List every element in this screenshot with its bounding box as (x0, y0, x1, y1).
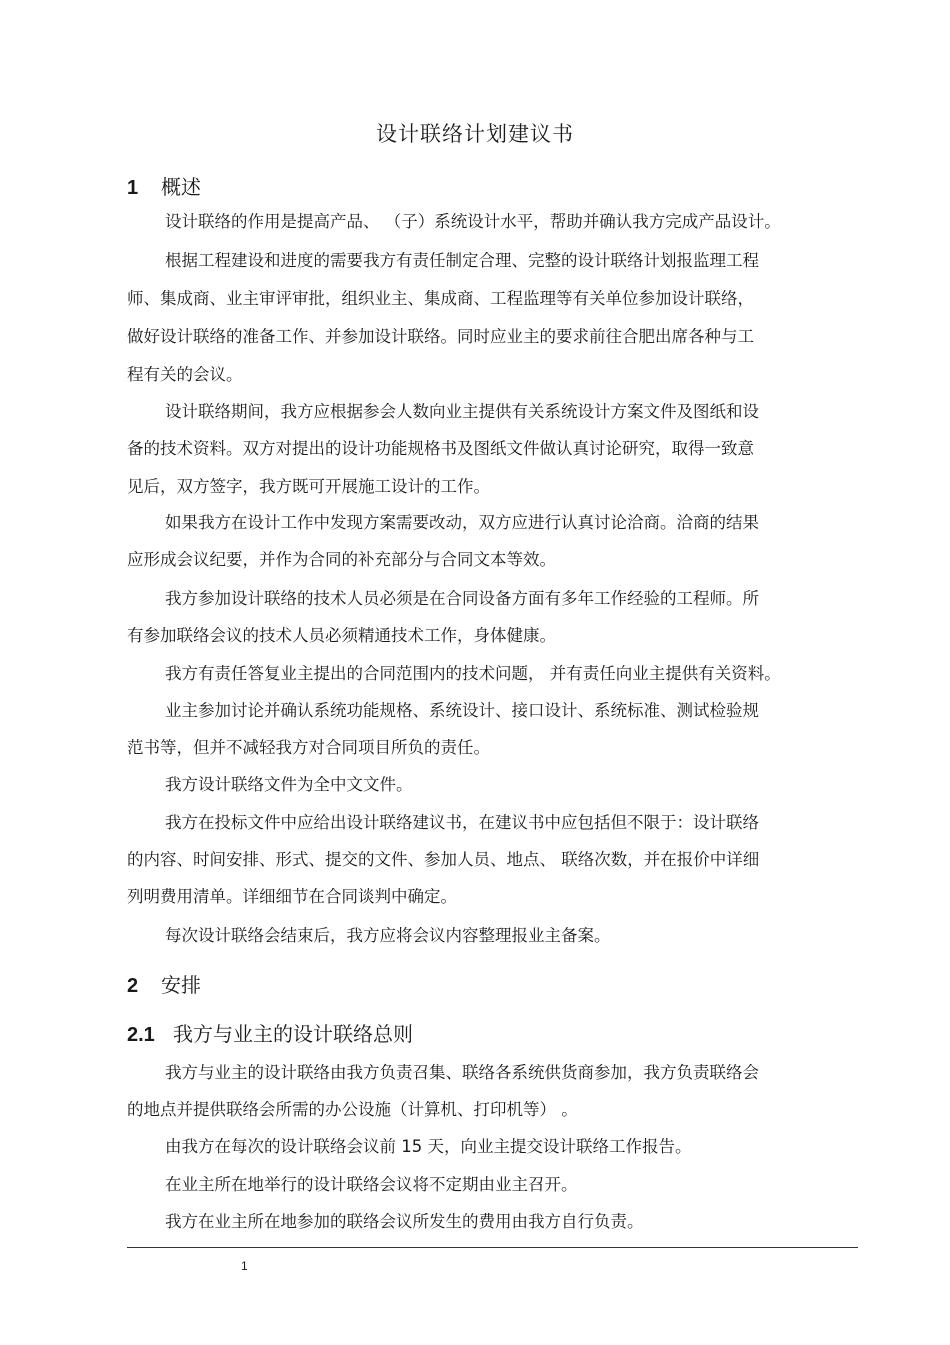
footer-divider (127, 1247, 858, 1248)
paragraph-line: 业主参加讨论并确认系统功能规格、系统设计、接口设计、系统标准、测试检验规 (165, 701, 759, 720)
section-number: 2 (127, 975, 139, 997)
paragraph-line: 设计联络的作用是提高产品、 （子）系统设计水平，帮助并确认我方完成产品设计。 (165, 212, 781, 231)
paragraph-line: 的地点并提供联络会所需的办公设施（计算机、打印机等） 。 (127, 1100, 578, 1119)
paragraph-line: 师、集成商、业主审评审批，组织业主、集成商、工程监理等有关单位参加设计联络， (127, 289, 754, 308)
paragraph-line: 在业主所在地举行的设计联络会议将不定期由业主召开。 (165, 1175, 578, 1194)
paragraph-line: 由我方在每次的设计联络会议前 15 天，向业主提交设计联络工作报告。 (165, 1137, 692, 1156)
paragraph-line: 范书等，但并不减轻我方对合同项目所负的责任。 (127, 738, 490, 757)
paragraph-line: 见后，双方签字，我方既可开展施工设计的工作。 (127, 477, 490, 496)
paragraph-line: 根据工程建设和进度的需要我方有责任制定合理、完整的设计联络计划报监理工程 (165, 251, 759, 270)
paragraph-line: 设计联络期间，我方应根据参会人数向业主提供有关系统设计方案文件及图纸和设 (165, 402, 759, 421)
paragraph-line: 做好设计联络的准备工作、并参加设计联络。同时应业主的要求前往合肥出席各种与工 (127, 327, 754, 346)
section-heading-overview (127, 171, 201, 200)
section-number: 1 (127, 177, 139, 199)
paragraph-line: 有参加联络会议的技术人员必须精通技术工作，身体健康。 (127, 626, 556, 645)
subsection-heading (127, 1018, 413, 1047)
paragraph-line: 备的技术资料。双方对提出的设计功能规格书及图纸文件做认真讨论研究，取得一致意 (127, 439, 754, 458)
subsection-number: 2.1 (127, 1024, 155, 1046)
paragraph-line: 列明费用清单。详细细节在合同谈判中确定。 (127, 887, 457, 906)
paragraph-line: 我方参加设计联络的技术人员必须是在合同设备方面有多年工作经验的工程师。所 (165, 589, 759, 608)
section-title: 安排 (161, 973, 201, 997)
page-number: 1 (241, 1259, 248, 1273)
paragraph-line: 我方有责任答复业主提出的合同范围内的技术问题， 并有责任向业主提供有关资料。 (165, 664, 781, 683)
paragraph-line: 每次设计联络会结束后，我方应将会议内容整理报业主备案。 (165, 926, 611, 945)
subsection-title: 我方与业主的设计联络总则 (173, 1022, 413, 1046)
paragraph-line: 如果我方在设计工作中发现方案需要改动，双方应进行认真讨论洽商。洽商的结果 (165, 513, 759, 532)
paragraph-line: 应形成会议纪要，并作为合同的补充部分与合同文本等效。 (127, 550, 556, 569)
paragraph-line: 我方在投标文件中应给出设计联络建议书，在建议书中应包括但不限于：设计联络 (165, 813, 759, 832)
section-heading-arrangement (127, 969, 201, 998)
paragraph-line: 我方在业主所在地参加的联络会议所发生的费用由我方自行负责。 (165, 1212, 644, 1231)
section-title: 概述 (161, 175, 201, 199)
paragraph-line: 程有关的会议。 (127, 365, 243, 384)
paragraph-line: 我方与业主的设计联络由我方负责召集、联络各系统供货商参加，我方负责联络会 (165, 1063, 759, 1082)
document-title: 设计联络计划建议书 (376, 122, 574, 146)
paragraph-line: 我方设计联络文件为全中文文件。 (165, 775, 413, 794)
paragraph-line: 的内容、时间安排、形式、提交的文件、参加人员、地点、 联络次数，并在报价中详细 (127, 850, 760, 869)
